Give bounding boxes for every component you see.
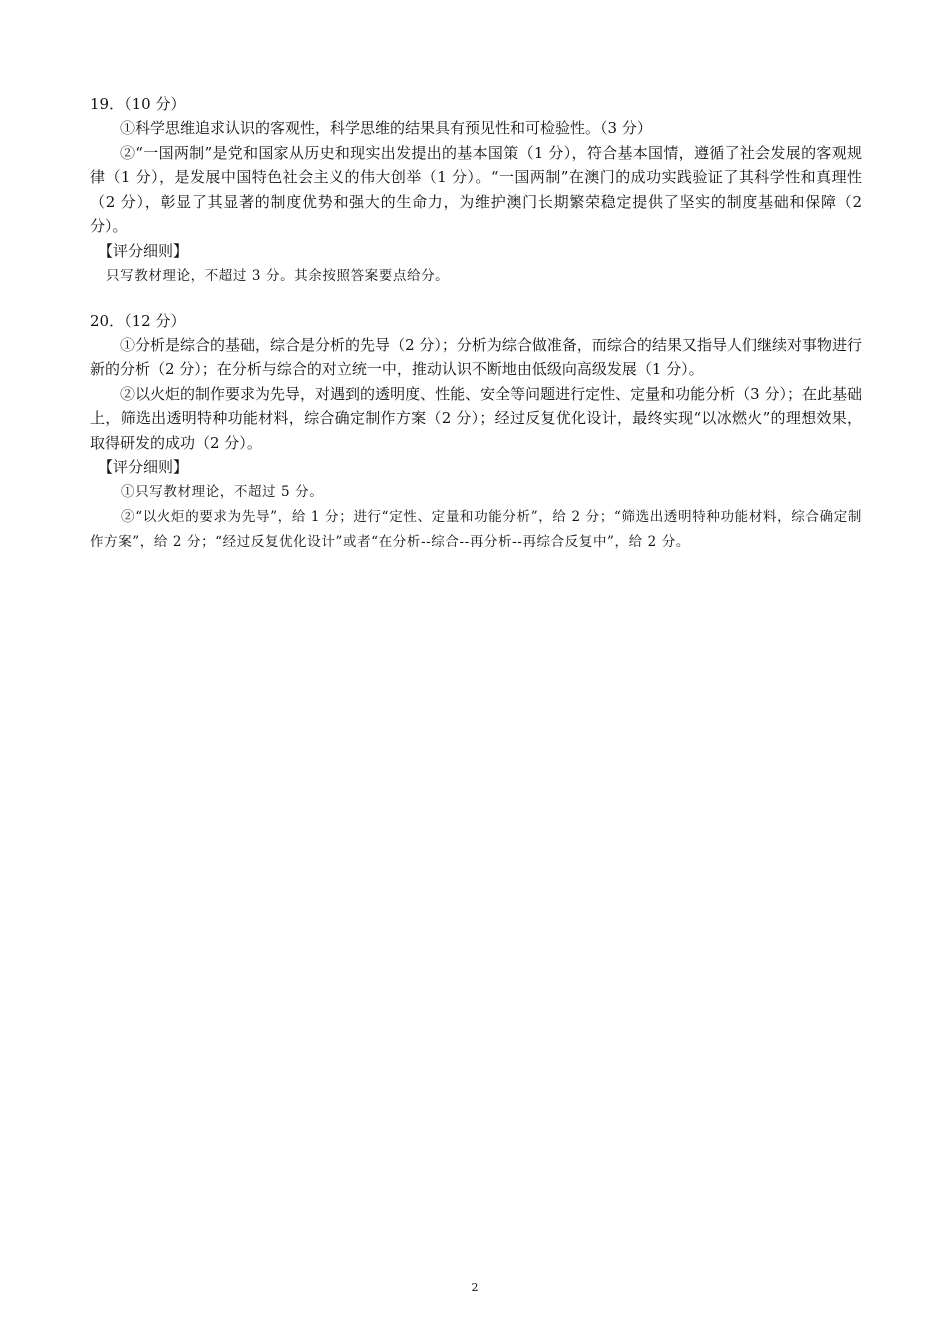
question-19-heading: 19．（10 分） (90, 95, 186, 113)
question-20-rubric-title: 【评分细则】 (98, 458, 189, 476)
question-19 (90, 92, 862, 289)
question-20-answer-point-2: ②以火炬的制作要求为先导，对遇到的透明度、性能、安全等问题进行定性、定量和功能分析（3 分）；在此基础上，筛选出透明特种功能材料，综合确定制作方案（2 分）；经过反复优化设计，最终实现“以冰燃火”的理想效果，取得研发的成功（2 分）。 (90, 384, 862, 452)
question-20-rubric-line-1: ①只写教材理论，不超过 5 分。 (121, 484, 324, 500)
question-20 (90, 309, 862, 556)
answer-content (90, 92, 862, 555)
question-19-answer-point-1: ①科学思维追求认识的客观性，科学思维的结果具有预见性和可检验性。（3 分） (120, 119, 652, 137)
page-number: 2 (471, 1281, 479, 1294)
question-20-rubric-line-2: ②“以火炬的要求为先导”，给 1 分；进行“定性、定量和功能分析”，给 2 分；“筛选出透明特种功能材料，综合确定制作方案”，给 2 分；“经过反复优化设计”或者“在分析--综合--再分析--再综合反复中”，给 2 分。 (90, 509, 862, 550)
question-20-heading: 20．（12 分） (90, 311, 186, 330)
question-19-rubric-line-1: 只写教材理论，不超过 3 分。其余按照答案要点给分。 (106, 267, 450, 284)
question-19-answer-point-2: ②“一国两制”是党和国家从历史和现实出发提出的基本国策（1 分），符合基本国情，遵循了社会发展的客观规律（1 分），是发展中国特色社会主义的伟大创举（1 分）。“一国两制”在澳门的成功实践验证了其科学性和真理性（2 分），彰显了其显著的制度优势和强大的生命力，为维护澳门长期繁荣稳定提供了坚实的制度基础和保障（2 分）。 (90, 143, 862, 235)
question-19-rubric-title: 【评分细则】 (98, 241, 189, 260)
question-20-answer-point-1: ①分析是综合的基础，综合是分析的先导（2 分）；分析为综合做准备，而综合的结果又指导人们继续对事物进行新的分析（2 分）；在分析与综合的对立统一中，推动认识不断地由低级向高级发展（1 分）。 (90, 335, 862, 378)
